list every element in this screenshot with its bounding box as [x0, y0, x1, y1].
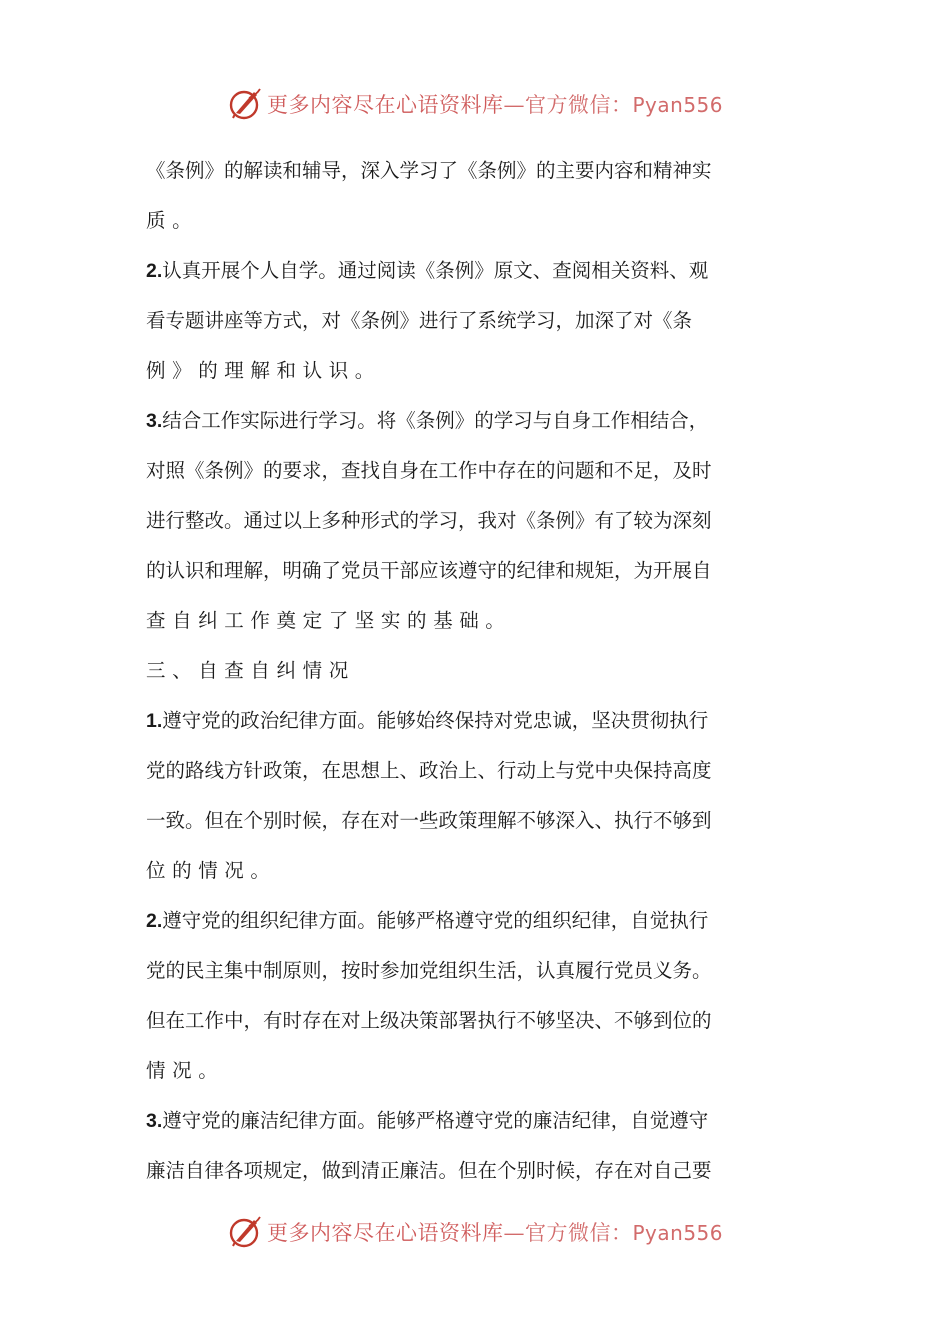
line-text: 一致。但在个别时候，存在对一些政策理解不够深入、执行不够到 — [146, 809, 712, 832]
banner-wechat-id: Pyan556 — [632, 93, 723, 117]
line-text: 看专题讲座等方式，对《条例》进行了系统学习，加深了对《条 — [146, 309, 693, 332]
line-text: 党的民主集中制原则，按时参加党组织生活，认真履行党员义务。 — [146, 959, 712, 982]
text-line — [146, 496, 806, 546]
line-text: 《条例》的解读和辅导，深入学习了《条例》的主要内容和精神实 — [146, 159, 712, 182]
banner-text — [267, 1217, 723, 1247]
line-text: 查自纠工作奠定了坚实的基础。 — [146, 609, 512, 632]
text-line — [146, 696, 806, 746]
line-text: 三、自查自纠情况 — [146, 659, 355, 682]
line-text: 党的路线方针政策，在思想上、政治上、行动上与党中央保持高度 — [146, 759, 712, 782]
banner-text — [267, 89, 723, 119]
text-line — [146, 296, 806, 346]
line-text: 遵守党的廉洁纪律方面。能够严格遵守党的廉洁纪律，自觉遵守 — [162, 1109, 709, 1132]
list-number: 2. — [146, 910, 163, 932]
text-line — [146, 146, 806, 196]
footer-watermark-banner — [0, 1212, 950, 1252]
list-number: 3. — [146, 410, 163, 432]
document-body — [146, 146, 806, 1196]
text-line — [146, 246, 806, 296]
quill-logo-icon — [227, 86, 263, 122]
banner-wechat-id: Pyan556 — [632, 1221, 723, 1245]
line-text: 进行整改。通过以上多种形式的学习，我对《条例》有了较为深刻 — [146, 509, 712, 532]
text-line — [146, 596, 806, 646]
text-line — [146, 546, 806, 596]
text-line — [146, 746, 806, 796]
banner-separator: — — [503, 93, 525, 117]
line-text: 情况。 — [146, 1059, 225, 1082]
text-line — [146, 946, 806, 996]
text-line — [146, 846, 806, 896]
line-text: 质。 — [146, 209, 199, 232]
text-line — [146, 396, 806, 446]
list-number: 1. — [146, 710, 163, 732]
banner-brand: 更多内容尽在心语资料库 — [266, 1221, 504, 1245]
text-line — [146, 996, 806, 1046]
line-text: 位的情况。 — [146, 859, 277, 882]
list-number: 2. — [146, 260, 163, 282]
header-watermark-banner — [0, 84, 950, 124]
text-line — [146, 446, 806, 496]
line-text: 遵守党的组织纪律方面。能够严格遵守党的组织纪律，自觉执行 — [162, 909, 709, 932]
text-line — [146, 896, 806, 946]
line-text: 但在工作中，有时存在对上级决策部署执行不够坚决、不够到位的 — [146, 1009, 712, 1032]
line-text: 的认识和理解，明确了党员干部应该遵守的纪律和规矩，为开展自 — [146, 559, 712, 582]
banner-brand: 更多内容尽在心语资料库 — [266, 93, 504, 117]
line-text: 例》的理解和认识。 — [146, 359, 381, 382]
text-line — [146, 646, 806, 696]
line-text: 对照《条例》的要求，查找自身在工作中存在的问题和不足，及时 — [146, 459, 712, 482]
line-text: 结合工作实际进行学习。将《条例》的学习与自身工作相结合， — [162, 409, 709, 432]
banner-separator: — — [503, 1221, 525, 1245]
line-text: 廉洁自律各项规定，做到清正廉洁。但在个别时候，存在对自己要 — [146, 1159, 712, 1182]
list-number: 3. — [146, 1110, 163, 1132]
banner-wechat-label: 官方微信： — [524, 93, 633, 117]
text-line — [146, 796, 806, 846]
quill-logo-icon — [227, 1214, 263, 1250]
line-text: 遵守党的政治纪律方面。能够始终保持对党忠诚，坚决贯彻执行 — [162, 709, 709, 732]
text-line — [146, 346, 806, 396]
text-line — [146, 196, 806, 246]
text-line — [146, 1046, 806, 1096]
line-text: 认真开展个人自学。通过阅读《条例》原文、查阅相关资料、观 — [162, 259, 709, 282]
text-line — [146, 1096, 806, 1146]
banner-wechat-label: 官方微信： — [524, 1221, 633, 1245]
text-line — [146, 1146, 806, 1196]
